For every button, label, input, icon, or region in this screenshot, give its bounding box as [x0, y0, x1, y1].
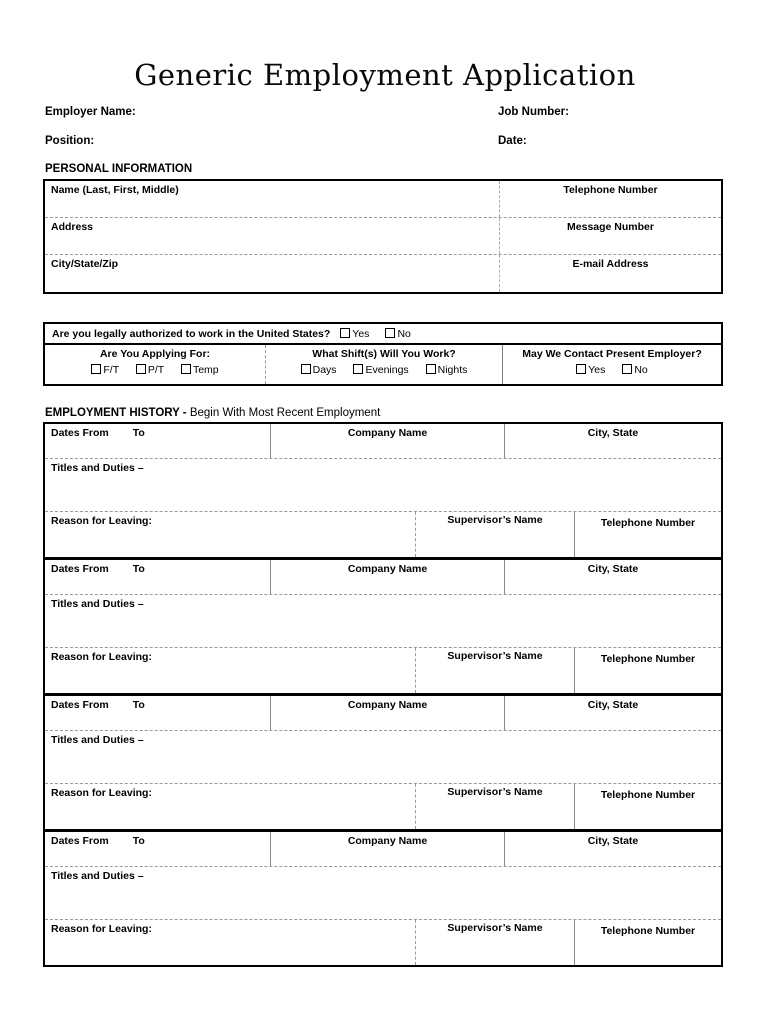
dates-from-label: Dates From [51, 835, 109, 847]
supervisor-name-field-cell[interactable]: Supervisor’s Name [415, 784, 574, 829]
authorized-yes-checkbox[interactable] [340, 328, 350, 338]
dates-field-cell[interactable] [45, 560, 270, 594]
titles-duties-field-cell[interactable]: Titles and Duties – [45, 459, 721, 512]
shifts-header: What Shift(s) Will You Work? [312, 348, 456, 360]
dates-company-row [45, 560, 721, 595]
days-checkbox[interactable] [301, 364, 311, 374]
dates-company-row [45, 832, 721, 867]
reason-for-leaving-field-cell[interactable]: Reason for Leaving: [51, 923, 152, 935]
table-row [45, 181, 721, 218]
temp-checkbox[interactable] [181, 364, 191, 374]
contact-yes-checkbox[interactable] [576, 364, 586, 374]
company-name-field-cell[interactable]: Company Name [270, 696, 504, 730]
titles-duties-field-cell[interactable]: Titles and Duties – [45, 595, 721, 648]
shifts-column [265, 345, 502, 384]
authorized-no-checkbox[interactable] [385, 328, 395, 338]
table-row [45, 218, 721, 255]
company-name-field-cell[interactable]: Company Name [270, 424, 504, 458]
employment-block [45, 424, 721, 557]
email-field-cell[interactable]: E-mail Address [572, 258, 649, 270]
dates-from-label: Dates From [51, 699, 109, 711]
form-title: Generic Employment Application [134, 58, 636, 92]
city-state-field-cell[interactable]: City, State [504, 560, 721, 594]
company-name-field-cell[interactable]: Company Name [270, 560, 504, 594]
dates-field-cell[interactable] [45, 696, 270, 730]
authorization-table [43, 322, 723, 386]
job-number-label: Job Number: [498, 106, 569, 118]
reason-supervisor-row [45, 512, 721, 557]
work-authorization-row [45, 324, 721, 345]
reason-for-leaving-field-cell[interactable]: Reason for Leaving: [51, 515, 152, 527]
ft-checkbox[interactable] [91, 364, 101, 374]
message-number-field-cell[interactable]: Message Number [567, 221, 654, 233]
reason-for-leaving-field-cell[interactable]: Reason for Leaving: [51, 651, 152, 663]
pt-label: P/T [147, 364, 165, 376]
pt-checkbox[interactable] [136, 364, 146, 374]
employment-history-heading [45, 407, 380, 419]
employment-history-heading-bold: EMPLOYMENT HISTORY - [45, 407, 187, 419]
nights-checkbox[interactable] [426, 364, 436, 374]
telephone-number-field-cell[interactable]: Telephone Number [574, 920, 721, 965]
dates-company-row [45, 696, 721, 731]
employer-name-label: Employer Name: [45, 106, 136, 118]
employment-history-table [43, 422, 723, 967]
applying-for-column [45, 345, 265, 384]
city-state-field-cell[interactable]: City, State [504, 696, 721, 730]
position-label: Position: [45, 135, 95, 147]
personal-info-table [43, 179, 723, 294]
contact-employer-column [502, 345, 721, 384]
reason-for-leaving-field-cell[interactable]: Reason for Leaving: [51, 787, 152, 799]
date-label: Date: [498, 135, 527, 147]
reason-supervisor-row [45, 648, 721, 693]
employment-history-heading-rest: Begin With Most Recent Employment [186, 407, 381, 419]
temp-label: Temp [192, 364, 219, 376]
name-field-cell[interactable]: Name (Last, First, Middle) [45, 181, 500, 217]
city-state-field-cell[interactable]: City, State [504, 424, 721, 458]
reason-supervisor-row [45, 784, 721, 829]
reason-supervisor-row [45, 920, 721, 965]
employment-block [45, 829, 721, 965]
dates-to-label: To [132, 835, 145, 847]
dates-to-label: To [132, 563, 145, 575]
dates-from-label: Dates From [51, 427, 109, 439]
evenings-label: Evenings [365, 364, 409, 376]
titles-duties-field-cell[interactable]: Titles and Duties – [45, 731, 721, 784]
contact-employer-header: May We Contact Present Employer? [522, 348, 702, 360]
authorized-no-label: No [397, 327, 411, 340]
nights-label: Nights [437, 364, 468, 376]
telephone-number-field-cell[interactable]: Telephone Number [574, 648, 721, 693]
ft-label: F/T [103, 364, 119, 376]
city-state-zip-field-cell[interactable]: City/State/Zip [45, 255, 500, 292]
contact-no-checkbox[interactable] [622, 364, 632, 374]
telephone-number-field-cell[interactable]: Telephone Number [574, 784, 721, 829]
contact-no-label: No [634, 364, 648, 376]
options-row [45, 345, 721, 384]
supervisor-name-field-cell[interactable]: Supervisor’s Name [415, 512, 574, 557]
evenings-checkbox[interactable] [353, 364, 363, 374]
dates-to-label: To [132, 699, 145, 711]
city-state-field-cell[interactable]: City, State [504, 832, 721, 866]
employment-block [45, 693, 721, 829]
dates-to-label: To [132, 427, 145, 439]
address-field-cell[interactable]: Address [45, 218, 500, 254]
dates-field-cell[interactable] [45, 832, 270, 866]
personal-information-heading: PERSONAL INFORMATION [45, 163, 193, 175]
telephone-field-cell[interactable]: Telephone Number [563, 184, 658, 196]
work-authorization-question: Are you legally authorized to work in the United States? [52, 327, 331, 340]
contact-yes-label: Yes [588, 364, 606, 376]
supervisor-name-field-cell[interactable]: Supervisor’s Name [415, 920, 574, 965]
company-name-field-cell[interactable]: Company Name [270, 832, 504, 866]
table-row [45, 255, 721, 292]
dates-company-row [45, 424, 721, 459]
supervisor-name-field-cell[interactable]: Supervisor’s Name [415, 648, 574, 693]
applying-for-header: Are You Applying For: [99, 348, 211, 360]
titles-duties-field-cell[interactable]: Titles and Duties – [45, 867, 721, 920]
dates-from-label: Dates From [51, 563, 109, 575]
dates-field-cell[interactable] [45, 424, 270, 458]
employment-block [45, 557, 721, 693]
telephone-number-field-cell[interactable]: Telephone Number [574, 512, 721, 557]
authorized-yes-label: Yes [352, 327, 370, 340]
days-label: Days [312, 364, 337, 376]
